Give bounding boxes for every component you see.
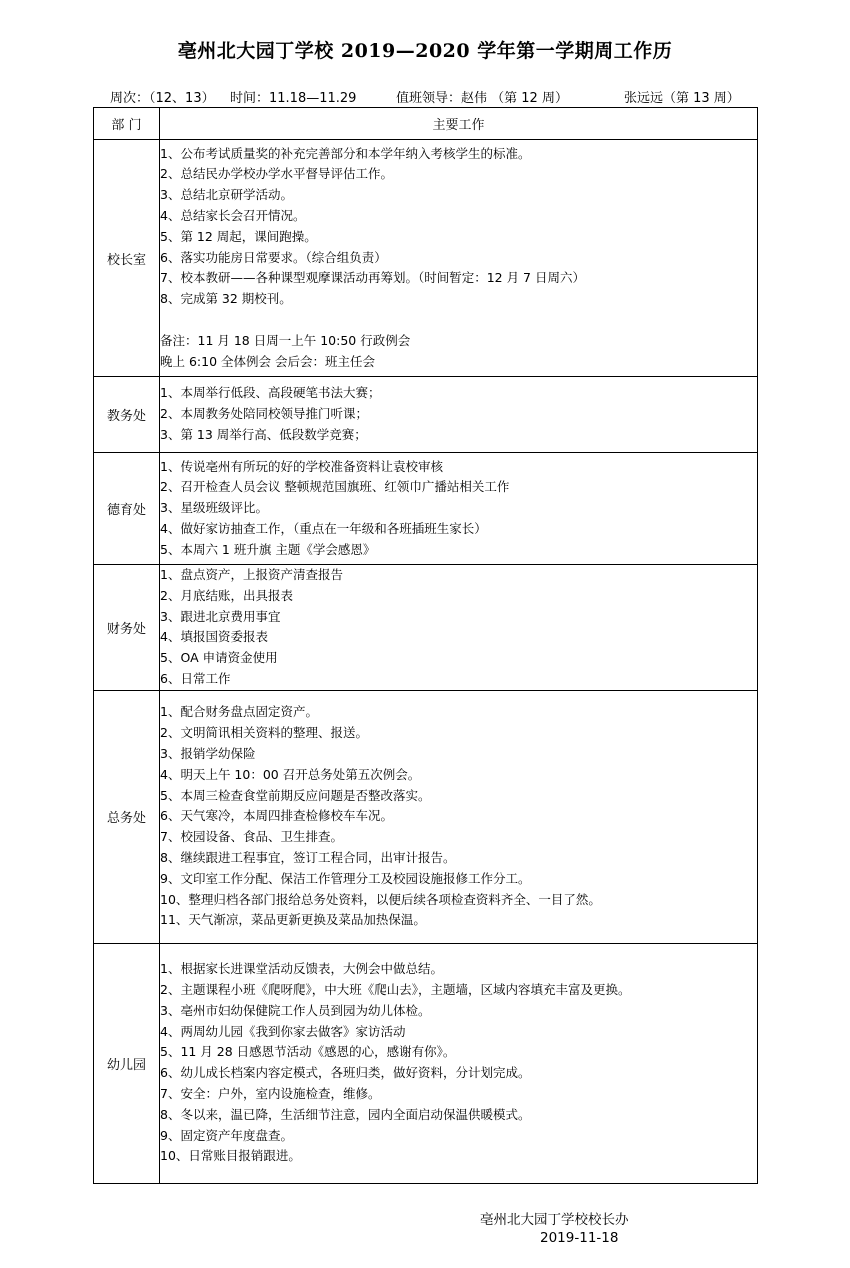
header-main-work: 主要工作 xyxy=(160,108,758,140)
table-row xyxy=(94,565,758,691)
dept-name: 教务处 xyxy=(94,377,160,453)
list-item: 7、校本教研——各种课型观摩课活动再筹划。（时间暂定：12 月 7 日周六） xyxy=(160,270,585,286)
list-item: 4、两周幼儿园《我到你家去做客》家访活动 xyxy=(160,1023,406,1039)
dept-name: 校长室 xyxy=(94,140,160,377)
list-item: 7、安全：户外，室内设施检查，维修。 xyxy=(160,1086,381,1102)
list-item: 备注：11 月 18 日周一上午 10:50 行政例会 xyxy=(160,332,411,348)
list-item: 3、总结北京研学活动。 xyxy=(160,187,293,203)
work-items xyxy=(160,140,758,377)
work-items xyxy=(160,565,758,691)
list-item: 5、本周三检查食堂前期反应问题是否整改落实。 xyxy=(160,787,431,803)
list-item: 4、填报国资委报表 xyxy=(160,629,268,645)
list-item: 晚上 6:10 全体例会 会后会：班主任会 xyxy=(160,353,375,369)
list-item: 10、日常账目报销跟进。 xyxy=(160,1148,301,1164)
table-row xyxy=(94,453,758,565)
page-title: 亳州北大园丁学校 2019—2020 学年第一学期周工作历 xyxy=(177,40,673,62)
list-item: 6、天气寒冷，本周四排查检修校车车况。 xyxy=(160,808,393,824)
list-item: 3、跟进北京费用事宜 xyxy=(160,608,281,624)
table-row xyxy=(94,943,758,1183)
list-item: 4、总结家长会召开情况。 xyxy=(160,208,306,223)
list-item: 2、主题课程小班《爬呀爬》，中大班《爬山去》，主题墙，区域内容填充丰富及更换。 xyxy=(160,982,631,998)
list-item: 1、盘点资产，上报资产清查报告 xyxy=(160,567,343,582)
schedule-meta xyxy=(110,87,750,105)
list-item: 9、固定资产年度盘查。 xyxy=(160,1127,293,1143)
work-calendar-table xyxy=(93,107,758,1184)
list-item: 1、配合财务盘点固定资产。 xyxy=(160,704,318,720)
duty-leader-week-12: 值班领导：赵伟 （第 12 周） xyxy=(396,91,568,106)
list-item: 6、幼儿成长档案内容定模式，各班归类，做好资料，分计划完成。 xyxy=(160,1065,531,1081)
list-item: 8、冬以来，温已降，生活细节注意，园内全面启动保温供暖模式。 xyxy=(160,1106,531,1122)
list-item: 4、明天上午 10：00 召开总务处第五次例会。 xyxy=(160,766,421,782)
list-item: 2、总结民办学校办学水平督导评估工作。 xyxy=(160,166,393,182)
list-item: 5、第 12 周起，课间跑操。 xyxy=(160,228,317,244)
list-item: 1、公布考试质量奖的补充完善部分和本学年纳入考核学生的标准。 xyxy=(160,145,531,161)
list-item: 3、第 13 周举行高、低段数学竞赛； xyxy=(160,426,367,442)
table-row xyxy=(94,690,758,943)
list-item: 6、落实功能房日常要求。（综合组负责） xyxy=(160,249,387,265)
list-item: 6、日常工作 xyxy=(160,670,231,686)
list-item: 5、OA 申请资金使用 xyxy=(160,650,278,666)
list-item: 3、星级班级评比。 xyxy=(160,500,268,516)
list-item: 1、根据家长进课堂活动反馈表，大例会中做总结。 xyxy=(160,961,443,977)
list-item: 5、11 月 28 日感恩节活动《感恩的心，感谢有你》。 xyxy=(160,1044,456,1060)
work-items xyxy=(160,690,758,943)
header-dept: 部 门 xyxy=(94,108,160,140)
list-item: 3、报销学幼保险 xyxy=(160,745,256,761)
dept-name: 财务处 xyxy=(94,565,160,691)
issue-date: 2019-11-18 xyxy=(540,1230,619,1246)
list-item: 2、文明简讯相关资料的整理、报送。 xyxy=(160,725,368,741)
work-items xyxy=(160,943,758,1183)
list-item: 1、本周举行低段、高段硬笔书法大赛； xyxy=(160,385,381,401)
week-number: 周次：（12、13） xyxy=(110,91,215,106)
list-item: 8、完成第 32 期校刊。 xyxy=(160,291,292,307)
list-item: 2、本周教务处陪同校领导推门听课； xyxy=(160,406,368,422)
list-item: 10、整理归档各部门报给总务处资料，以便后续各项检查资料齐全、一目了然。 xyxy=(160,891,601,907)
work-items xyxy=(160,377,758,453)
list-item: 11、天气渐凉，菜品更新更换及菜品加热保温。 xyxy=(160,912,426,928)
issuing-office: 亳州北大园丁学校校长办 xyxy=(480,1212,629,1228)
table-header-row xyxy=(94,108,758,140)
list-item: 1、传说亳州有所玩的好的学校准备资料让袁校审核 xyxy=(160,458,443,474)
list-item: 4、做好家访抽查工作，（重点在一年级和各班插班生家长） xyxy=(160,520,487,536)
work-items xyxy=(160,453,758,565)
dept-name: 幼儿园 xyxy=(94,943,160,1183)
dept-name: 总务处 xyxy=(94,690,160,943)
table-row xyxy=(94,140,758,377)
list-item: 7、校园设备、食品、卫生排查。 xyxy=(160,829,343,845)
list-item: 2、月底结账，出具报表 xyxy=(160,587,293,603)
list-item: 9、文印室工作分配、保洁工作管理分工及校园设施报修工作分工。 xyxy=(160,870,531,886)
list-item: 3、亳州市妇幼保健院工作人员到园为幼儿体检。 xyxy=(160,1002,431,1018)
list-item: 5、本周六 1 班升旗 主题《学会感恩》 xyxy=(160,541,376,557)
list-item: 8、继续跟进工程事宜，签订工程合同，出审计报告。 xyxy=(160,849,456,865)
list-item: 2、召开检查人员会议 整顿规范国旗班、红领巾广播站相关工作 xyxy=(160,479,510,495)
table-row xyxy=(94,377,758,453)
list-item xyxy=(160,310,757,331)
time-range: 时间：11.18—11.29 xyxy=(230,91,357,106)
duty-leader-week-13: 张远远（第 13 周） xyxy=(624,91,740,106)
dept-name: 德育处 xyxy=(94,453,160,565)
